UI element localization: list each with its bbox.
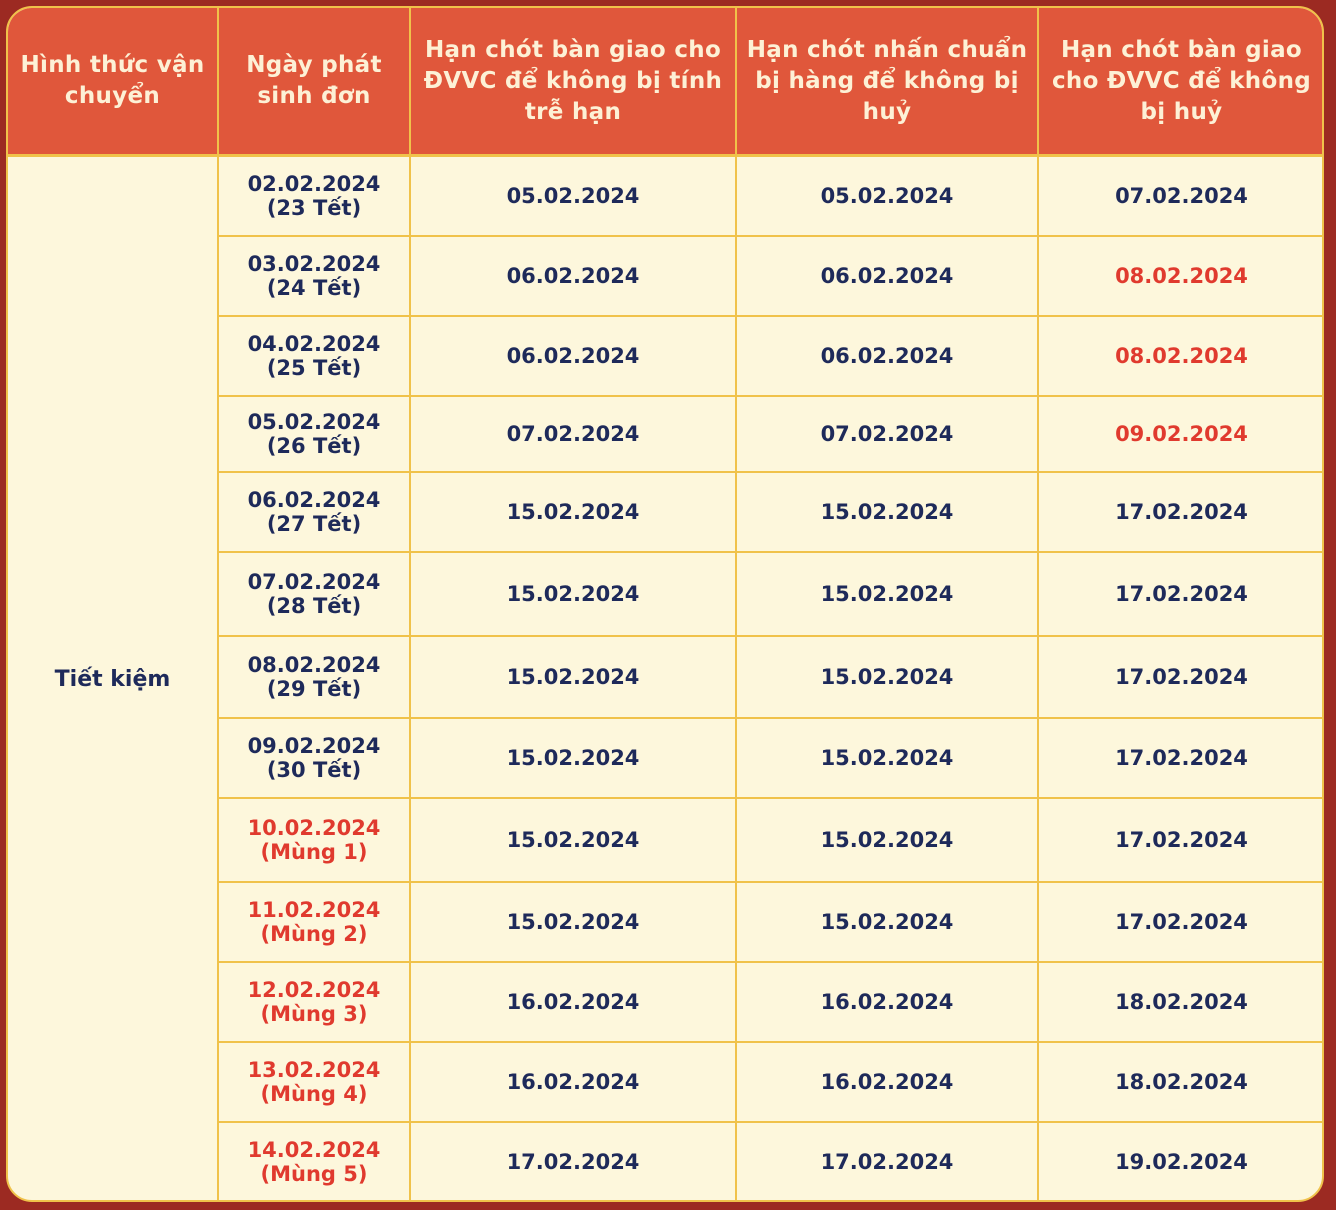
order-date: 08.02.2024 <box>247 652 381 677</box>
prepare-deadline-cell: 16.02.2024 <box>736 962 1038 1042</box>
handover-late-deadline-cell: 06.02.2024 <box>410 236 736 316</box>
handover-cancel-deadline-cell: 19.02.2024 <box>1115 1150 1248 1175</box>
handover-cancel-deadline-cell: 17.02.2024 <box>1038 798 1324 882</box>
lunar-date: (26 Tết) <box>266 433 362 458</box>
order-date: 12.02.2024 <box>247 977 381 1002</box>
handover-cancel-deadline-cell: 17.02.2024 <box>1038 552 1324 636</box>
handover-late-deadline-cell: 17.02.2024 <box>410 1122 736 1202</box>
order-date: 02.02.2024 <box>247 171 381 196</box>
order-date-cell <box>218 882 410 962</box>
order-date-cell <box>218 962 410 1042</box>
order-date: 09.02.2024 <box>247 733 381 758</box>
prepare-deadline-cell: 15.02.2024 <box>736 552 1038 636</box>
lunar-date: (Mùng 4) <box>260 1081 368 1106</box>
handover-cancel-deadline-cell: 18.02.2024 <box>1038 962 1324 1042</box>
handover-late-deadline-cell: 15.02.2024 <box>410 718 736 798</box>
order-date: 13.02.2024 <box>247 1057 381 1082</box>
lunar-date: (30 Tết) <box>266 757 362 782</box>
order-date-cell <box>218 1042 410 1122</box>
order-date: 04.02.2024 <box>247 331 381 356</box>
order-date: 05.02.2024 <box>247 409 381 434</box>
handover-late-deadline-cell: 15.02.2024 <box>410 552 736 636</box>
prepare-deadline-cell: 15.02.2024 <box>736 718 1038 798</box>
order-date-cell <box>218 552 410 636</box>
shipping-method-cell: Tiết kiệm <box>8 156 218 1203</box>
order-date-cell <box>218 718 410 798</box>
handover-late-deadline-cell: 06.02.2024 <box>410 316 736 396</box>
prepare-deadline-cell: 15.02.2024 <box>736 798 1038 882</box>
order-date: 07.02.2024 <box>247 569 381 594</box>
prepare-deadline-cell: 05.02.2024 <box>736 156 1038 236</box>
header-shipping-method: Hình thức vận chuyển <box>8 8 218 156</box>
lunar-date: (Mùng 2) <box>260 921 368 946</box>
handover-late-deadline-cell: 15.02.2024 <box>410 636 736 718</box>
lunar-date: (Mùng 5) <box>260 1162 368 1187</box>
tet-shipping-deadline-table <box>8 8 1324 1202</box>
order-date: 03.02.2024 <box>247 251 381 276</box>
order-date-cell <box>218 316 410 396</box>
handover-cancel-deadline-cell: 17.02.2024 <box>1038 636 1324 718</box>
order-date: 14.02.2024 <box>247 1138 381 1163</box>
handover-cancel-deadline-cell: 08.02.2024 <box>1038 316 1324 396</box>
schedule-table-frame <box>6 6 1324 1202</box>
handover-late-deadline-cell: 16.02.2024 <box>410 1042 736 1122</box>
order-date-cell <box>218 472 410 552</box>
header-prepare-deadline: Hạn chót nhấn chuẩn bị hàng để không bị huỷ <box>736 8 1038 156</box>
order-date-cell <box>218 236 410 316</box>
handover-cancel-deadline-cell: 07.02.2024 <box>1038 156 1324 236</box>
lunar-date: (23 Tết) <box>266 195 362 220</box>
handover-cancel-deadline-cell: 17.02.2024 <box>1038 472 1324 552</box>
header-order-date: Ngày phát sinh đơn <box>218 8 410 156</box>
prepare-deadline-cell: 15.02.2024 <box>736 636 1038 718</box>
handover-late-deadline-cell: 16.02.2024 <box>410 962 736 1042</box>
handover-late-deadline-cell: 05.02.2024 <box>410 156 736 236</box>
prepare-deadline-cell: 07.02.2024 <box>736 396 1038 472</box>
prepare-deadline-cell: 15.02.2024 <box>736 472 1038 552</box>
header-row <box>8 8 1324 156</box>
prepare-deadline-cell: 15.02.2024 <box>736 882 1038 962</box>
handover-cancel-deadline-cell: 18.02.2024 <box>1038 1042 1324 1122</box>
table-row <box>8 156 1324 236</box>
header-handover-late-deadline: Hạn chót bàn giao cho ĐVVC để không bị tính trễ hạn <box>410 8 736 156</box>
prepare-deadline-cell: 16.02.2024 <box>736 1042 1038 1122</box>
lunar-date: (Mùng 3) <box>260 1001 368 1026</box>
prepare-deadline-cell: 06.02.2024 <box>736 236 1038 316</box>
header-handover-cancel-deadline: Hạn chót bàn giao cho ĐVVC để không bị huỷ <box>1038 8 1324 156</box>
lunar-date: (24 Tết) <box>266 275 362 300</box>
prepare-deadline-cell: 17.02.2024 <box>736 1122 1038 1202</box>
order-date-cell <box>218 798 410 882</box>
handover-cancel-deadline-cell: 17.02.2024 <box>1038 718 1324 798</box>
order-date: 10.02.2024 <box>247 815 381 840</box>
handover-cancel-deadline-cell: 17.02.2024 <box>1038 882 1324 962</box>
order-date-cell <box>218 156 410 236</box>
lunar-date: (28 Tết) <box>266 593 362 618</box>
handover-late-deadline-cell: 15.02.2024 <box>410 472 736 552</box>
lunar-date: (Mùng 1) <box>260 839 368 864</box>
order-date-cell <box>218 1122 410 1202</box>
handover-cancel-deadline-cell: 08.02.2024 <box>1038 236 1324 316</box>
prepare-deadline-cell: 06.02.2024 <box>736 316 1038 396</box>
order-date-cell <box>218 636 410 718</box>
lunar-date: (25 Tết) <box>266 355 362 380</box>
handover-late-deadline-cell: 15.02.2024 <box>410 882 736 962</box>
order-date-cell <box>218 396 410 472</box>
handover-late-deadline-cell: 15.02.2024 <box>410 798 736 882</box>
table-body <box>8 156 1324 1203</box>
order-date: 11.02.2024 <box>247 897 381 922</box>
handover-cancel-deadline-cell: 09.02.2024 <box>1038 396 1324 472</box>
lunar-date: (29 Tết) <box>266 676 362 701</box>
lunar-date: (27 Tết) <box>266 511 362 536</box>
handover-late-deadline-cell: 07.02.2024 <box>410 396 736 472</box>
order-date: 06.02.2024 <box>247 487 381 512</box>
